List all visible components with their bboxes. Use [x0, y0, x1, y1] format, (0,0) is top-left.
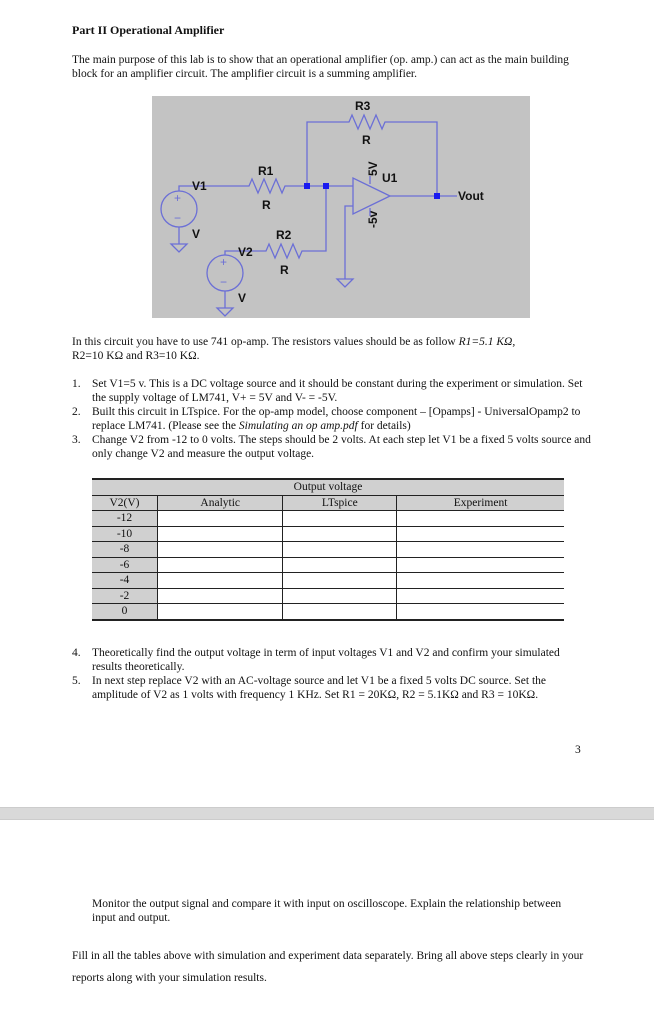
experiment-cell[interactable] [397, 588, 564, 604]
v1-label: V1 [192, 179, 207, 193]
v2-value-cell: -2 [92, 588, 158, 604]
header-ltspice: LTspice [283, 495, 397, 511]
experiment-cell[interactable] [397, 557, 564, 573]
step-text: In next step replace V2 with an AC-voltage source and let V1 be a fixed 5 volts DC source. Set the amplitude of V2 as 1 volts with frequency 1 KHz. Set R1 = 20KΩ, R2 = 5.1KΩ and R3 = 10KΩ. [92, 675, 547, 701]
r3-label: R3 [355, 99, 371, 113]
table-row [92, 542, 564, 558]
resistor-values [72, 336, 592, 363]
r1-value: R [262, 198, 271, 212]
analytic-cell[interactable] [158, 557, 283, 573]
group-header: Output voltage [92, 479, 564, 495]
analytic-cell[interactable] [158, 588, 283, 604]
header-analytic: Analytic [158, 495, 283, 511]
step-1 [72, 378, 592, 405]
v2-label: V2 [238, 245, 253, 259]
v2-value-cell: -12 [92, 511, 158, 527]
experiment-cell[interactable] [397, 573, 564, 589]
page-number: 3 [575, 744, 581, 756]
r1-value-text: R1=5.1 KΩ, [458, 336, 516, 348]
v2-value-cell: -6 [92, 557, 158, 573]
analytic-cell[interactable] [158, 604, 283, 620]
step-text: for details) [357, 419, 411, 432]
v2-value-cell: -10 [92, 526, 158, 542]
ltspice-cell[interactable] [283, 573, 397, 589]
fill-paragraph: Fill in all the tables above with simulation and experiment data separately. Bring all above steps clearly in your reports along with your simulation results. [72, 950, 584, 984]
step-text: Change V2 from -12 to 0 volts. The steps should be 2 volts. At each step let V1 be a fixed 5 volts source and only change V2 and measure the output voltage. [92, 434, 591, 460]
step-number: 1. [72, 378, 81, 390]
r2-value: R [280, 263, 289, 277]
pdf-reference: Simulating an op amp.pdf [238, 419, 358, 432]
step-2 [72, 406, 592, 433]
v2-value-cell: 0 [92, 604, 158, 620]
step-number: 5. [72, 675, 81, 687]
analytic-cell[interactable] [158, 511, 283, 527]
r1-label: R1 [258, 164, 274, 178]
ltspice-cell[interactable] [283, 588, 397, 604]
r3-value: R [362, 133, 371, 147]
step-number: 3. [72, 434, 81, 446]
analytic-cell[interactable] [158, 542, 283, 558]
resistor-text: In this circuit you have to use 741 op-amp. The resistors values should be as follow [72, 336, 459, 348]
step-text: Set V1=5 v. This is a DC voltage source and it should be constant during the experiment or simulation. Set the supply voltage of LM741, V+ = 5V and V- = -5V. [92, 378, 583, 404]
table-row [92, 588, 564, 604]
intro-paragraph: The main purpose of this lab is to show that an operational amplifier (op. amp.) can act as the main building block for an amplifier circuit. The amplifier circuit is a summing amplifier. [72, 54, 569, 80]
results-table [92, 478, 564, 621]
table-row [92, 604, 564, 620]
r2-label: R2 [276, 228, 292, 242]
table-row [92, 573, 564, 589]
vpos-label: 5V [366, 161, 380, 176]
page-separator [0, 807, 654, 820]
section-title: Part II Operational Amplifier [72, 23, 225, 37]
v2-value: V [238, 291, 247, 305]
experiment-cell[interactable] [397, 526, 564, 542]
header-v2: V2(V) [92, 495, 158, 511]
step-3 [72, 434, 592, 461]
monitor-paragraph: Monitor the output signal and compare it with input on oscilloscope. Explain the relationship between input and output. [92, 898, 562, 924]
step-4 [72, 647, 592, 674]
table-row [92, 511, 564, 527]
analytic-cell[interactable] [158, 526, 283, 542]
experiment-cell[interactable] [397, 604, 564, 620]
experiment-cell[interactable] [397, 511, 564, 527]
step-text: Built this circuit in LTspice. For the op-amp model, choose component – [Opamps] - UniversalOpamp2 to replace LM741. (Please see the [92, 406, 581, 432]
step-text: Theoretically find the output voltage in term of input voltages V1 and V2 and confirm your simulated results theoretically. [92, 647, 560, 673]
table-row [92, 557, 564, 573]
v2-plus: + [220, 255, 228, 269]
vneg-label: -5v [366, 210, 380, 228]
header-experiment: Experiment [397, 495, 564, 511]
ltspice-cell[interactable] [283, 604, 397, 620]
u1-label: U1 [382, 171, 398, 185]
v2-minus: − [220, 275, 228, 289]
v2-value-cell: -4 [92, 573, 158, 589]
v1-value: V [192, 227, 201, 241]
v1-minus: − [174, 211, 182, 225]
step-number: 4. [72, 647, 81, 659]
ltspice-cell[interactable] [283, 557, 397, 573]
r2-r3-text: R2=10 KΩ and R3=10 KΩ. [72, 349, 200, 362]
analytic-cell[interactable] [158, 573, 283, 589]
experiment-cell[interactable] [397, 542, 564, 558]
ltspice-cell[interactable] [283, 511, 397, 527]
v2-value-cell: -8 [92, 542, 158, 558]
step-5 [72, 675, 592, 702]
ltspice-cell[interactable] [283, 542, 397, 558]
step-number: 2. [72, 406, 81, 418]
circuit-diagram [152, 96, 530, 318]
v1-plus: + [174, 191, 182, 205]
ltspice-cell[interactable] [283, 526, 397, 542]
vout-label: Vout [458, 189, 484, 203]
table-row [92, 526, 564, 542]
